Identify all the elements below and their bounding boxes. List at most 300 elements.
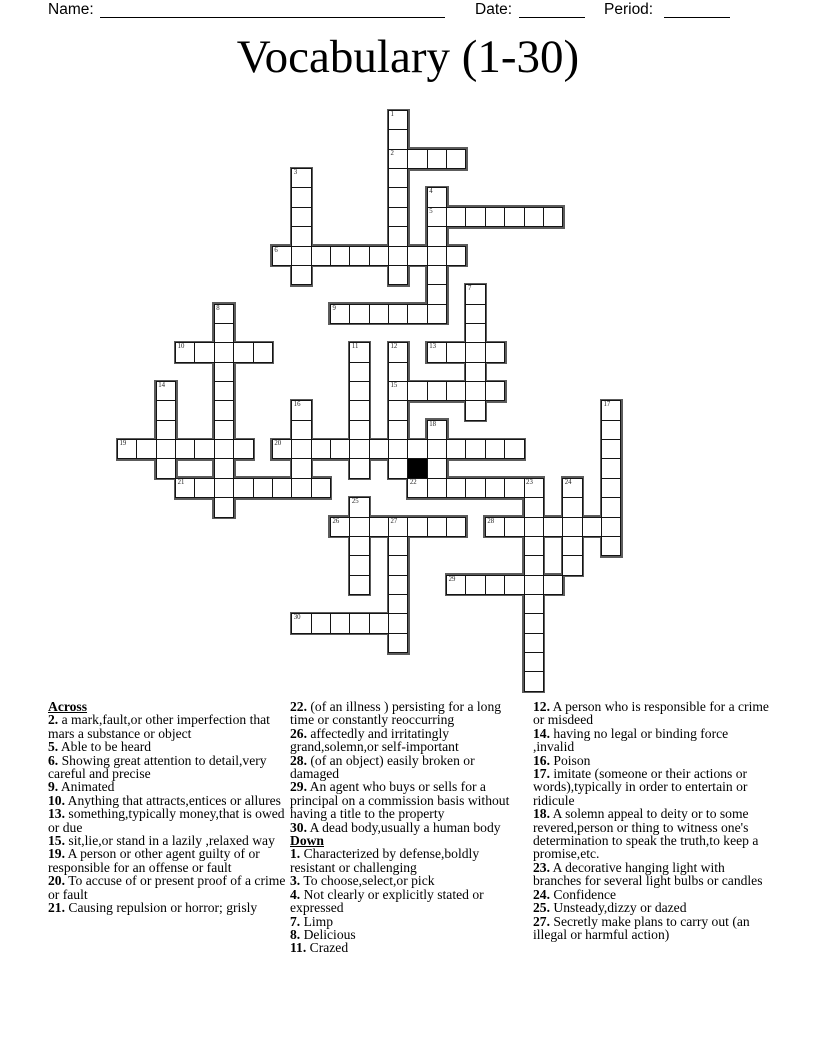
clue-7: [290, 915, 526, 928]
grid-cell: [407, 246, 427, 266]
grid-cell: [388, 613, 408, 633]
grid-cell: [427, 207, 447, 227]
grid-cell: [427, 265, 447, 285]
grid-cell: [388, 246, 408, 266]
clue-text: Unsteady,dizzy or dazed: [550, 900, 687, 916]
grid-cell: [504, 478, 524, 498]
clue-11: [290, 941, 526, 954]
grid-cell: [311, 439, 331, 459]
clue-number: 19.: [48, 846, 65, 862]
grid-cell: [465, 381, 485, 401]
grid-cell: [504, 575, 524, 595]
clue-text: Secretly make plans to carry out (an illegal or harmful action): [533, 913, 750, 942]
cell-number-21: 21: [177, 478, 185, 486]
clue-28: [290, 754, 526, 781]
grid-cell: [233, 342, 253, 362]
clues-column-3: [533, 700, 771, 941]
cell-number-22: 22: [409, 478, 417, 486]
grid-cell: [388, 575, 408, 595]
grid-cell: [272, 246, 292, 266]
grid-cell: [349, 381, 369, 401]
cell-number-18: 18: [429, 420, 437, 428]
clue-8: [290, 928, 526, 941]
grid-cell: [349, 575, 369, 595]
grid-cell: [194, 439, 214, 459]
cell-number-8: 8: [216, 304, 220, 312]
grid-cell: [349, 517, 369, 537]
grid-cell: [388, 168, 408, 188]
clue-text: To accuse of or present proof of a crime or fault: [48, 873, 286, 902]
clue-text: Confidence: [550, 886, 617, 902]
grid-cell: [388, 304, 408, 324]
grid-cell: [349, 613, 369, 633]
clue-number: 28.: [290, 752, 307, 768]
grid-cell: [485, 439, 505, 459]
clue-number: 5.: [48, 739, 59, 755]
cell-number-27: 27: [390, 517, 398, 525]
grid-cell: [446, 246, 466, 266]
crossword-grid: [117, 110, 622, 693]
grid-cell: [427, 304, 447, 324]
grid-cell: [388, 536, 408, 556]
clue-number: 9.: [48, 779, 59, 795]
clue-30: [290, 821, 526, 834]
cell-number-16: 16: [293, 401, 301, 409]
grid-cell: [524, 613, 544, 633]
grid-cell: [388, 110, 408, 130]
grid-cell: [330, 517, 350, 537]
grid-cell: [291, 420, 311, 440]
clue-text: Not clearly or explicitly stated or expressed: [290, 886, 484, 916]
grid-cell: [543, 207, 563, 227]
grid-cell: [330, 439, 350, 459]
grid-cell: [136, 439, 156, 459]
grid-cell: [388, 458, 408, 478]
grid-cell: [427, 246, 447, 266]
grid-cell: [407, 478, 427, 498]
grid-cell: [388, 555, 408, 575]
grid-cell: [349, 555, 369, 575]
clue-1: [290, 847, 526, 874]
grid-cell: [601, 420, 621, 440]
grid-cell: [465, 362, 485, 382]
cell-number-30: 30: [293, 614, 301, 622]
grid-cell: [214, 439, 234, 459]
clue-23: [533, 861, 771, 888]
grid-cell: [388, 129, 408, 149]
grid-cell: [465, 284, 485, 304]
grid-cell: [543, 575, 563, 595]
across-header: Across: [48, 699, 88, 714]
grid-cell: [427, 517, 447, 537]
cell-number-17: 17: [603, 401, 611, 409]
grid-cell: [369, 246, 389, 266]
grid-cell: [446, 342, 466, 362]
grid-cell: [524, 478, 544, 498]
grid-cell: [524, 652, 544, 672]
clue-18: [533, 807, 771, 861]
clue-12: [533, 700, 771, 727]
grid-cell: [156, 400, 176, 420]
grid-cell: [349, 246, 369, 266]
grid-cell: [446, 381, 466, 401]
cell-number-28: 28: [487, 517, 495, 525]
cell-number-13: 13: [429, 343, 437, 351]
clue-3: [290, 874, 526, 887]
cell-number-14: 14: [158, 382, 166, 390]
grid-cell: [465, 400, 485, 420]
grid-cell: [562, 517, 582, 537]
grid-cell: [427, 478, 447, 498]
clue-16: [533, 754, 771, 767]
grid-cell: [349, 439, 369, 459]
down-clues-part2: [533, 700, 771, 941]
clue-text: Animated: [58, 779, 115, 795]
grid-cell: [330, 613, 350, 633]
grid-cell: [253, 478, 273, 498]
clue-10: [48, 794, 288, 807]
date-blank-line: [519, 3, 585, 18]
grid-cell: [485, 517, 505, 537]
clue-number: 25.: [533, 900, 550, 916]
grid-cell: [349, 400, 369, 420]
clue-24: [533, 888, 771, 901]
clue-text: Characterized by defense,boldly resistant or challenging: [290, 846, 480, 875]
clue-number: 8.: [290, 926, 301, 942]
clue-number: 1.: [290, 846, 301, 862]
grid-cell: [194, 342, 214, 362]
clue-number: 2.: [48, 712, 59, 728]
grid-cell: [117, 439, 137, 459]
period-label: Period:: [604, 1, 654, 18]
period-blank-line: [664, 3, 730, 18]
clue-number: 11.: [290, 940, 307, 956]
grid-cell: [311, 613, 331, 633]
grid-cell: [524, 594, 544, 614]
clue-22: [290, 700, 526, 727]
cell-number-3: 3: [293, 169, 298, 177]
clue-text: imitate (someone or their actions or words),typically in order to entertain or ridicule: [533, 766, 748, 808]
grid-cell: [407, 439, 427, 459]
grid-cell: [601, 497, 621, 517]
grid-cell: [465, 575, 485, 595]
grid-cell: [369, 517, 389, 537]
grid-cell: [601, 536, 621, 556]
grid-cell: [388, 400, 408, 420]
grid-cell: [562, 497, 582, 517]
grid-cell: [214, 362, 234, 382]
grid-cell: [214, 323, 234, 343]
clue-26: [290, 727, 526, 754]
grid-cell: [175, 342, 195, 362]
clue-number: 23.: [533, 859, 550, 875]
clue-number: 6.: [48, 752, 59, 768]
cell-number-6: 6: [274, 246, 278, 254]
grid-cell: [214, 400, 234, 420]
grid-cell: [369, 439, 389, 459]
cell-number-15: 15: [390, 382, 398, 390]
grid-cell: [291, 400, 311, 420]
clue-text: A person or other agent guilty of or responsible for an offense or fault: [48, 846, 260, 875]
grid-cell: [349, 420, 369, 440]
cell-number-4: 4: [429, 188, 433, 196]
cell-number-10: 10: [177, 343, 185, 351]
down-clues-part1: [290, 847, 526, 954]
grid-cell: [388, 265, 408, 285]
grid-cell: [446, 149, 466, 169]
cell-number-1: 1: [390, 111, 394, 118]
clue-number: 16.: [533, 752, 550, 768]
clue-text: An agent who buys or sells for a principal on a commission basis without having a title to the property: [290, 779, 510, 822]
grid-cell: [465, 478, 485, 498]
grid-cell: [562, 555, 582, 575]
grid-cell: [601, 439, 621, 459]
grid-cell: [214, 478, 234, 498]
clue-number: 27.: [533, 913, 550, 929]
grid-cell: [388, 439, 408, 459]
grid-cell: [253, 342, 273, 362]
clue-text: Able to be heard: [58, 739, 152, 755]
grid-cell: [388, 226, 408, 246]
grid-cell: [562, 478, 582, 498]
grid-cell: [330, 246, 350, 266]
grid-cell: [446, 478, 466, 498]
grid-cell: [427, 381, 447, 401]
clues-column-1: [48, 700, 288, 915]
clue-9: [48, 780, 288, 793]
grid-cell: [272, 439, 292, 459]
grid-cell: [175, 439, 195, 459]
grid-cell: [427, 342, 447, 362]
clue-number: 21.: [48, 900, 65, 916]
grid-cell: [504, 207, 524, 227]
grid-cell: [233, 439, 253, 459]
grid-cell: [465, 323, 485, 343]
page-title: Vocabulary (1-30): [236, 31, 580, 83]
grid-cell: [446, 517, 466, 537]
clue-number: 30.: [290, 819, 307, 835]
clue-20: [48, 874, 288, 901]
grid-cell: [427, 149, 447, 169]
down-header: Down: [290, 833, 324, 849]
grid-cell: [582, 517, 602, 537]
grid-cell: [407, 149, 427, 169]
grid-cell: [349, 362, 369, 382]
grid-cell: [446, 439, 466, 459]
grid-cell: [388, 517, 408, 537]
clue-text: A decorative hanging light with branches for several light bulbs or candles: [533, 859, 763, 889]
grid-cell: [214, 420, 234, 440]
clue-14: [533, 727, 771, 754]
name-label: Name:: [48, 1, 94, 18]
grid-cell: [272, 478, 292, 498]
clue-text: (of an illness ) persisting for a long time or constantly reoccurring: [290, 699, 502, 728]
clue-text: Crazed: [306, 940, 349, 956]
grid-cell: [214, 304, 234, 324]
grid-cell: [485, 207, 505, 227]
cell-number-29: 29: [448, 575, 456, 583]
clue-text: Causing repulsion or horror; grisly: [65, 900, 258, 916]
grid-cell: [407, 304, 427, 324]
grid-cell: [291, 439, 311, 459]
grid-cell: [524, 517, 544, 537]
clue-number: 22.: [290, 699, 307, 714]
grid-cell: [407, 517, 427, 537]
clue-text: something,typically money,that is owed or due: [48, 806, 285, 835]
clue-number: 3.: [290, 873, 301, 889]
cell-number-24: 24: [564, 478, 572, 486]
clue-number: 13.: [48, 806, 65, 822]
grid-cell: [427, 458, 447, 478]
grid-cell: [291, 246, 311, 266]
grid-cell: [524, 207, 544, 227]
grid-cell: [601, 517, 621, 537]
grid-cell: [465, 439, 485, 459]
cell-number-19: 19: [119, 440, 127, 448]
grid-cell: [388, 381, 408, 401]
grid-cell: [485, 342, 505, 362]
grid-cell: [427, 439, 447, 459]
clue-text: A person who is responsible for a crime or misdeed: [533, 699, 769, 728]
grid-cell: [465, 207, 485, 227]
grid-cell: [214, 381, 234, 401]
cell-number-9: 9: [332, 304, 336, 312]
cell-number-20: 20: [274, 440, 282, 448]
grid-cell: [291, 187, 311, 207]
clue-text: Delicious: [300, 926, 356, 942]
cell-number-25: 25: [351, 498, 359, 506]
grid-cell: [504, 439, 524, 459]
clue-text: affectedly and irritatingly grand,solemn,or self-important: [290, 725, 459, 755]
grid-cell: [214, 342, 234, 362]
cell-number-12: 12: [390, 343, 398, 351]
clue-number: 24.: [533, 886, 550, 902]
clue-13: [48, 807, 288, 834]
cell-number-2: 2: [390, 149, 394, 157]
grid-cell: [369, 613, 389, 633]
grid-cell: [291, 168, 311, 188]
cell-number-23: 23: [526, 478, 533, 486]
clue-number: 4.: [290, 886, 301, 902]
grid-cell: [465, 304, 485, 324]
grid-cell: [349, 497, 369, 517]
date-label: Date:: [475, 1, 513, 18]
cell-number-11: 11: [351, 343, 359, 351]
grid-cell: [369, 304, 389, 324]
clue-15: [48, 834, 288, 847]
across-clues-part2: [290, 700, 526, 834]
clue-5: [48, 740, 288, 753]
clue-2: [48, 713, 288, 740]
grid-cell: [601, 458, 621, 478]
clue-4: [290, 888, 526, 915]
grid-cell: [465, 342, 485, 362]
grid-cell: [349, 458, 369, 478]
clue-number: 14.: [533, 725, 550, 741]
clue-6: [48, 754, 288, 781]
grid-cell: [388, 420, 408, 440]
grid-cell: [388, 149, 408, 169]
cell-number-26: 26: [332, 517, 340, 525]
grid-cell: [291, 207, 311, 227]
clue-text: sit,lie,or stand in a lazily ,relaxed way: [65, 833, 275, 849]
grid-cell: [485, 478, 505, 498]
grid-cell-black: [407, 458, 427, 478]
across-clues-part1: [48, 713, 288, 914]
grid-cell: [156, 439, 176, 459]
clue-number: 7.: [290, 913, 301, 929]
clue-text: Limp: [300, 913, 334, 929]
grid-cell: [194, 478, 214, 498]
grid-cell: [427, 187, 447, 207]
grid-cell: [388, 207, 408, 227]
grid-cell: [388, 362, 408, 382]
clue-21: [48, 901, 288, 914]
cell-number-5: 5: [429, 207, 433, 215]
grid-cell: [427, 284, 447, 304]
grid-cell: [446, 207, 466, 227]
grid-cell: [524, 575, 544, 595]
grid-cell: [233, 478, 253, 498]
clue-17: [533, 767, 771, 807]
grid-cell: [311, 246, 331, 266]
grid-cell: [562, 536, 582, 556]
clue-number: 12.: [533, 699, 550, 714]
grid-cell: [388, 594, 408, 614]
grid-cell: [349, 536, 369, 556]
grid-cell: [214, 497, 234, 517]
clue-text: (of an object) easily broken or damaged: [290, 752, 475, 782]
grid-cell: [543, 517, 563, 537]
clue-number: 29.: [290, 779, 307, 795]
clue-text: A dead body,usually a human body: [307, 819, 501, 835]
clue-number: 17.: [533, 766, 550, 782]
clue-19: [48, 847, 288, 874]
clue-number: 10.: [48, 792, 65, 808]
grid-cell: [524, 497, 544, 517]
grid-cell: [524, 633, 544, 653]
grid-cell: [504, 517, 524, 537]
clues-column-2: [290, 700, 526, 955]
clue-text: having no legal or binding force ,invalid: [533, 725, 729, 755]
grid-cell: [524, 671, 544, 691]
cell-number-7: 7: [467, 285, 472, 293]
grid-cell: [601, 478, 621, 498]
grid-cell: [485, 381, 505, 401]
grid-cell: [291, 226, 311, 246]
grid-cell: [349, 342, 369, 362]
grid-cell: [311, 478, 331, 498]
grid-cell: [156, 420, 176, 440]
grid-cell: [291, 265, 311, 285]
grid-cell: [349, 304, 369, 324]
grid-cell: [156, 458, 176, 478]
grid-cell: [524, 536, 544, 556]
grid-cell: [485, 575, 505, 595]
clue-text: a mark,fault,or other imperfection that mars a substance or object: [48, 712, 270, 741]
clue-27: [533, 915, 771, 942]
clue-number: 18.: [533, 806, 550, 822]
grid-cell: [446, 575, 466, 595]
clue-number: 15.: [48, 833, 65, 849]
grid-cell: [407, 381, 427, 401]
grid-cell: [291, 613, 311, 633]
clue-text: A solemn appeal to deity or to some revered,person or thing to witness one's determination to speak the truth,to keep a promise,etc.: [533, 806, 759, 862]
grid-cell: [214, 458, 234, 478]
clue-25: [533, 901, 771, 914]
grid-cell: [427, 226, 447, 246]
grid-cell: [524, 555, 544, 575]
